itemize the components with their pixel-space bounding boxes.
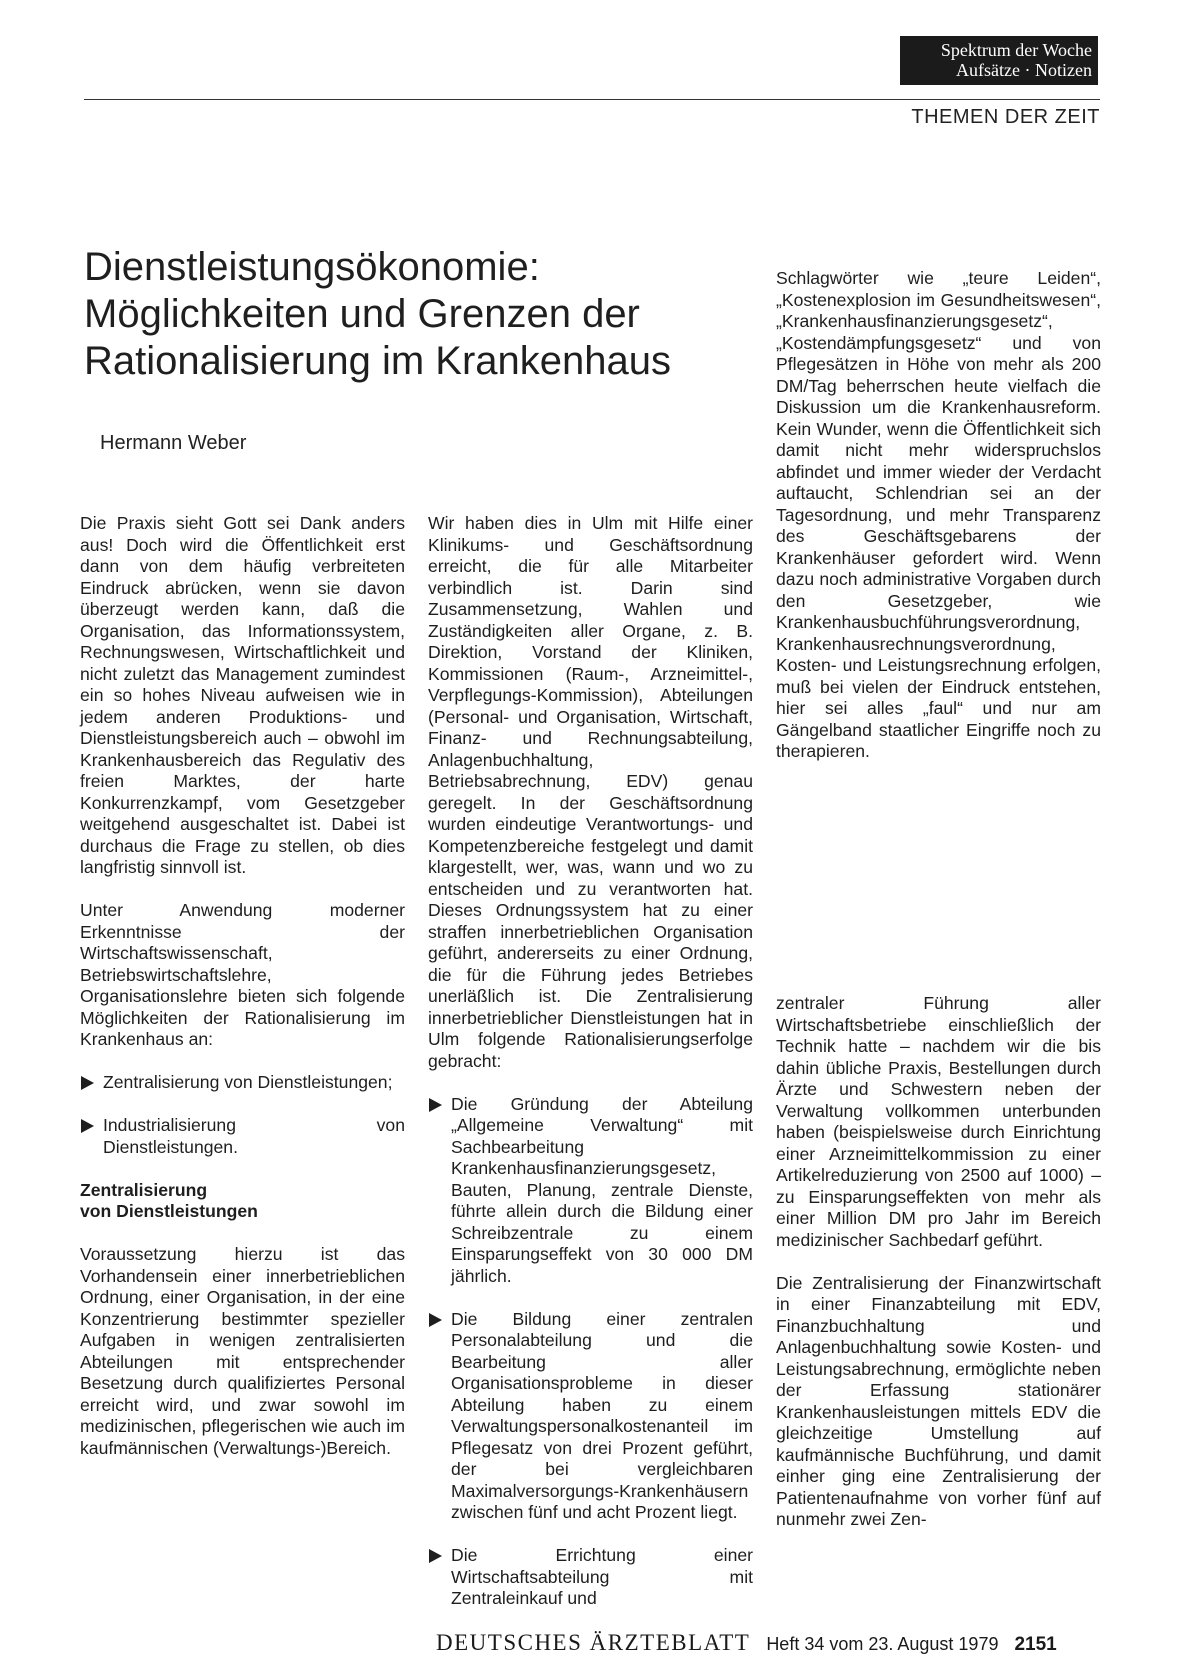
bullet-text: Industrialisierung von Dienstleistungen.: [103, 1115, 405, 1157]
paragraph: Die Praxis sieht Gott sei Dank anders aus! Doch wird die Öffentlichkeit erst dann von dem häufig verbreiteten Eindruck abrücken, wenn sie davon überzeugt werden kann, daß die Organisation, das Informationssystem, Rechnungswesen, Wirtschaftlichkeit und nicht zuletzt das Management zumindest ein so hohes Niveau aufweisen wie in jedem anderen Produktions- und Dienstleistungsbereich auch – obwohl im Krankenhausbereich das Regulativ des freien Marktes, der harte Konkurrenzkampf, vom Gesetzgeber weitgehend ausgeschaltet ist. Dabei ist durchaus die Frage zu stellen, ob dies langfristig sinnvoll ist.: [80, 513, 405, 877]
column-3-top: [776, 268, 1101, 763]
bullet-text: Die Errichtung einer Wirtschaftsabteilung mit Zentraleinkauf und: [451, 1545, 753, 1608]
bullet-text: Zentralisierung von Dienstleistungen;: [103, 1072, 393, 1092]
badge-line-2: Aufsätze · Notizen: [956, 60, 1092, 80]
bullet-item: [428, 1545, 753, 1610]
bullet-text: Die Gründung der Abteilung „Allgemeine Verwaltung“ mit Sachbearbeitung Krankenhausfinanzierungsgesetz, Bauten, Planung, zentrale Dienste, führte allein durch die Bildung einer Schreibzentrale zu einem Einsparungseffekt von 30 000 DM jährlich.: [451, 1093, 753, 1286]
column-2: [428, 513, 753, 1610]
bullet-item: [80, 1072, 405, 1094]
bullet-triangle-icon: [81, 1076, 94, 1090]
paragraph: Die Zentralisierung der Finanzwirtschaft in einer Finanzabteilung mit EDV, Finanzbuchhaltung und Anlagenbuchhaltung sowie Kosten- und Leistungsabrechnung, ermöglichte neben der Erfassung stationärer Krankenhausleistungen mittels EDV die gleichzeitige Umstellung auf kaufmännische Buchführung, und damit einher ging eine Zentralisierung der Patientenaufnahme von vorher fünf auf nunmehr zwei Zen-: [776, 1272, 1101, 1529]
author-name: Hermann Weber: [100, 432, 247, 454]
paragraph: zentraler Führung aller Wirtschaftsbetriebe einschließlich der Technik hatte – nachdem wir die bis dahin übliche Praxis, Bestellungen durch Ärzte und Schwestern neben der Verwaltung vollkommen unterbunden haben (beispielsweise durch Einrichtung einer Arzneimittelkommission zu einer Artikelreduzierung von 2500 auf 1000) – zu Einsparungseffekten von mehr als einer Million DM pro Jahr im Bereich medizinischer Sachbedarf geführt.: [776, 993, 1101, 1250]
section-label: THEMEN DER ZEIT: [911, 106, 1100, 128]
column-1: [80, 513, 405, 1459]
paragraph: Wir haben dies in Ulm mit Hilfe einer Klinikums- und Geschäftsordnung erreicht, die für alle Mitarbeiter verbindlich ist. Darin sind Zusammensetzung, Wahlen und Zuständigkeiten aller Organe, z. B. Direktion, Vorstand der Kliniken, Kommissionen (Raum-, Arzneimittel-, Verpflegungs-Kommission), Abteilungen (Personal- und Organisation, Wirtschaft, Finanz- und Rechnungsabteilung, Anlagenbuchhaltung, Betriebsabrechnung, EDV) genau geregelt. In der Geschäftsordnung wurden eindeutige Verantwortungs- und Kompetenzbereiche festgelegt und damit klargestellt, wer, was, wann und wo zu entscheiden und zu verantworten hat. Dieses Ordnungssystem hat zu einer straffen innerbetrieblichen Organisation geführt, andererseits zu einer Ordnung, die für die Führung jedes Betriebes unerläßlich ist. Die Zentralisierung innerbetrieblicher Dienstleistungen hat in Ulm folgende Rationalisierungserfolge gebracht:: [428, 513, 753, 1071]
subheading: [80, 1180, 405, 1223]
subheading-line-2: von Dienstleistungen: [80, 1201, 258, 1221]
badge-line-1: Spektrum der Woche: [940, 40, 1092, 60]
paragraph: Schlagwörter wie „teure Leiden“, „Kostenexplosion im Gesundheitswesen“, „Krankenhausfinanzierungsgesetz“, „Kostendämpfungsgesetz“ und von Pflegesätzen in Höhe von mehr als 200 DM/Tag beherrschen heute vielfach die Diskussion um die Krankenhausreform. Kein Wunder, wenn die Öffentlichkeit sich damit nicht mehr widerspruchslos abfindet und immer wieder der Verdacht auftaucht, Schlendrian sei an der Tagesordnung, und mehr Transparenz des Geschäftsgebarens der Krankenhäuser gefordert wird. Wenn dazu noch administrative Vorgaben durch den Gesetzgeber, wie Krankenhausbuchführungsverordnung, Krankenhausrechnungsverordnung, Kosten- und Leistungsrechnung erfolgen, muß bei vielen der Eindruck entstehen, hier sei alles „faul“ und nur am Gängelband staatlicher Eingriffe noch zu therapieren.: [776, 268, 1101, 761]
title-line-2: Möglichkeiten und Grenzen der: [84, 292, 640, 336]
bullet-triangle-icon: [429, 1313, 442, 1327]
bullet-triangle-icon: [429, 1549, 442, 1563]
bullet-triangle-icon: [429, 1098, 442, 1112]
title-line-3: Rationalisierung im Krankenhaus: [84, 339, 671, 383]
bullet-item: [428, 1309, 753, 1524]
bullet-text: Die Bildung einer zentralen Personalabteilung und die Bearbeitung aller Organisationsprobleme in dieser Abteilung haben zu einem Verwaltungspersonalkostenanteil im Pflegesatz von drei Prozent geführt, der bei vergleichbaren Maximalversorgungs-Krankenhäusern zwischen fünf und acht Prozent liegt.: [451, 1308, 753, 1522]
bullet-triangle-icon: [81, 1119, 94, 1133]
column-3-bottom: [776, 993, 1101, 1531]
section-badge: [900, 36, 1098, 85]
journal-name: DEUTSCHES ÄRZTEBLATT: [436, 1630, 751, 1655]
subheading-line-1: Zentralisierung: [80, 1179, 208, 1200]
article-title: [84, 244, 724, 385]
page-number: 2151: [1014, 1634, 1057, 1655]
paragraph: Voraussetzung hierzu ist das Vorhandensein einer innerbetrieblichen Ordnung, einer Organisation, in der eine Konzentrierung bestimmter spezieller Aufgaben in wenigen zentralisierten Abteilungen mit entsprechender Besetzung durch qualifiziertes Personal erreicht wird, und zwar sowohl im medizinischen, pflegerischen wie auch im kaufmännischen (Verwaltungs-)Bereich.: [80, 1244, 405, 1458]
header-rule: [84, 99, 1100, 100]
title-line-1: Dienstleistungsökonomie:: [84, 245, 540, 289]
page-footer: [436, 1630, 1057, 1656]
paragraph: Unter Anwendung moderner Erkenntnisse der Wirtschaftswissenschaft, Betriebswirtschaftslehre, Organisationslehre bieten sich folgende Möglichkeiten der Rationalisierung im Krankenhaus an:: [80, 900, 405, 1049]
issue-info: Heft 34 vom 23. August 1979: [766, 1634, 999, 1654]
bullet-item: [428, 1094, 753, 1288]
bullet-item: [80, 1115, 405, 1158]
